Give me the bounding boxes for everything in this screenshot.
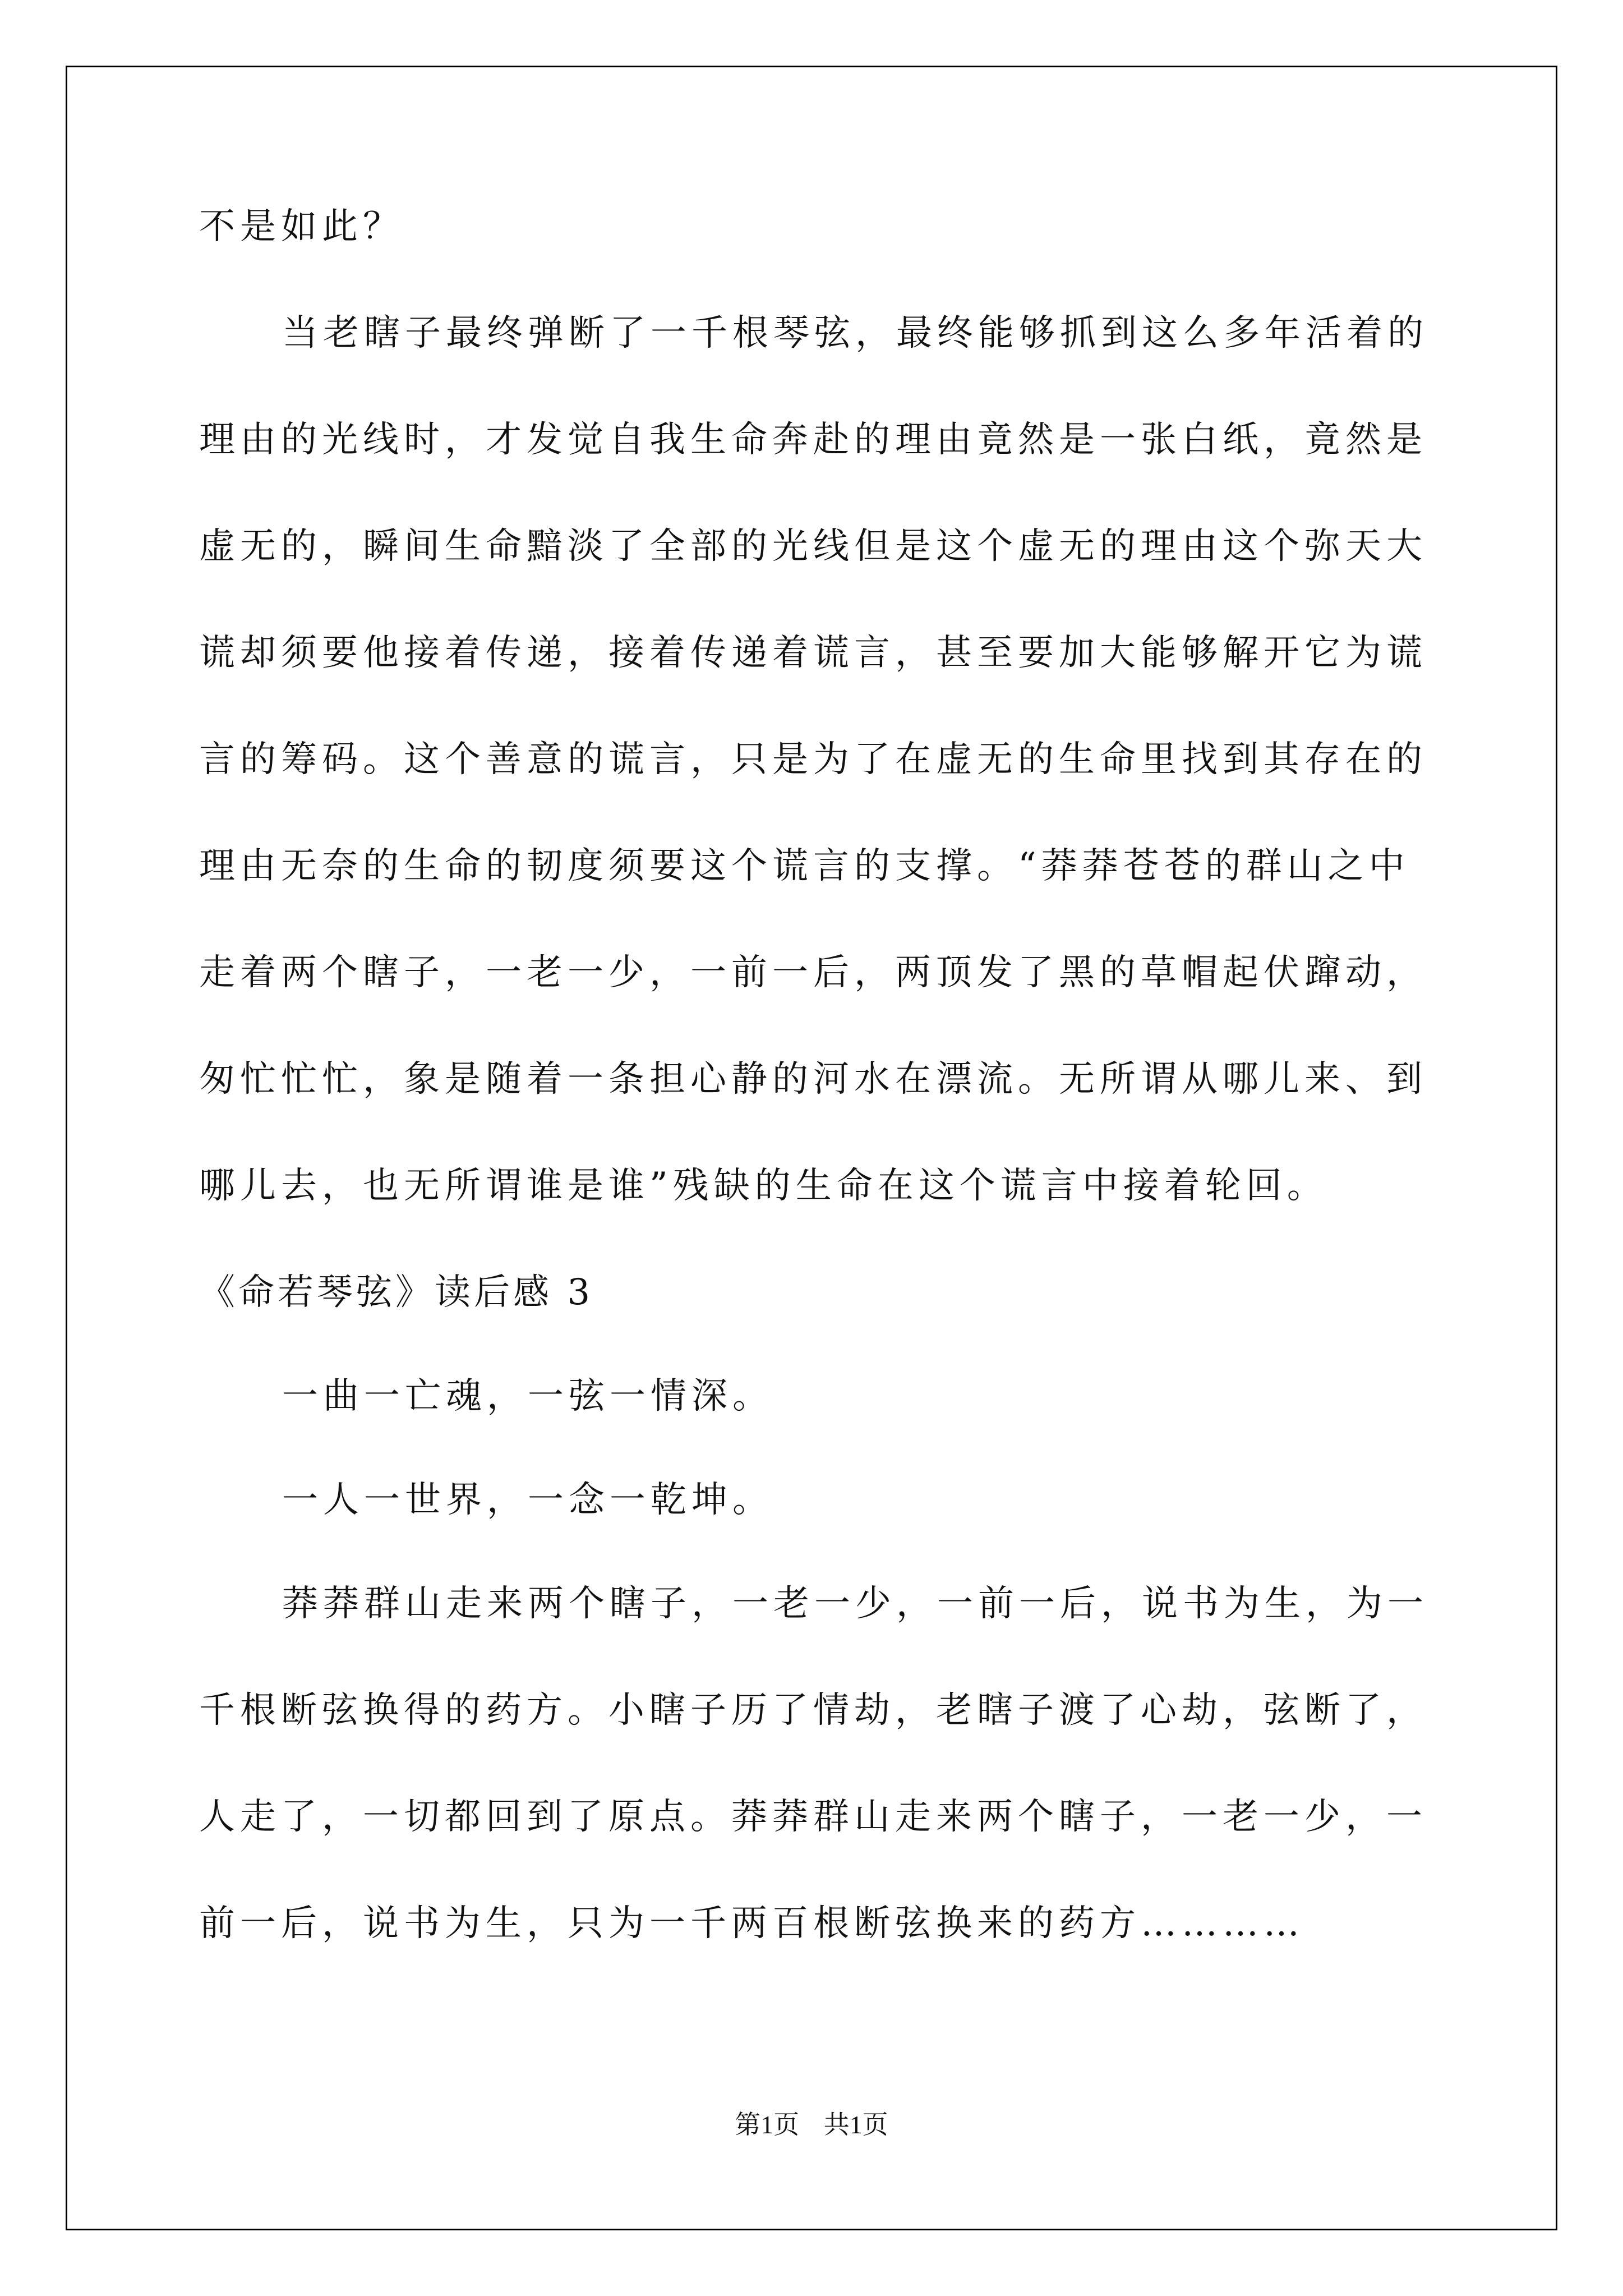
paragraph-line: 走着两个瞎子，一老一少，一前一后，两顶发了黑的草帽起伏蹿动， bbox=[199, 952, 1427, 993]
page-total: 共1页 bbox=[823, 2110, 888, 2139]
paragraph-line: 哪儿去，也无所谓谁是谁”残缺的生命在这个谎言中接着轮回。 bbox=[199, 1165, 1328, 1207]
paragraph-line: 当老瞎子最终弹断了一千根琴弦，最终能够抓到这么多年活着的 bbox=[282, 312, 1428, 354]
paragraph-line: 千根断弦换得的药方。小瞎子历了情劫，老瞎子渡了心劫，弦断了， bbox=[199, 1690, 1427, 1731]
paragraph-line: 谎却须要他接着传递，接着传递着谎言，甚至要加大能够解开它为谎 bbox=[199, 632, 1427, 674]
paragraph-line: 理由的光线时，才发觉自我生命奔赴的理由竟然是一张白纸，竟然是 bbox=[199, 419, 1427, 461]
paragraph-line: 前一后，说书为生，只为一千两百根断弦换来的药方………… bbox=[199, 1903, 1304, 1944]
paragraph-line: 一人一世界，一念一乾坤。 bbox=[282, 1479, 773, 1521]
page-number: 第1页 bbox=[735, 2110, 800, 2139]
paragraph-line: 不是如此？ bbox=[199, 206, 404, 247]
paragraph-line: 一曲一亡魂，一弦一情深。 bbox=[282, 1375, 773, 1417]
paragraph-line: 言的筹码。这个善意的谎言，只是为了在虚无的生命里找到其存在的 bbox=[199, 739, 1427, 780]
paragraph-line: 虚无的，瞬间生命黯淡了全部的光线但是这个虚无的理由这个弥天大 bbox=[199, 526, 1427, 567]
paragraph-line: 莽莽群山走来两个瞎子，一老一少，一前一后，说书为生，为一 bbox=[282, 1583, 1428, 1625]
section-heading: 《命若琴弦》读后感 3 bbox=[199, 1272, 594, 1313]
paragraph-line: 匆忙忙忙，象是随着一条担心静的河水在漂流。无所谓从哪儿来、到 bbox=[199, 1059, 1427, 1100]
paragraph-line: 理由无奈的生命的韧度须要这个谎言的支撑。“莽莽苍苍的群山之中 bbox=[199, 845, 1410, 887]
paragraph-line: 人走了，一切都回到了原点。莽莽群山走来两个瞎子，一老一少，一 bbox=[199, 1796, 1427, 1838]
page-footer bbox=[0, 2112, 1623, 2138]
